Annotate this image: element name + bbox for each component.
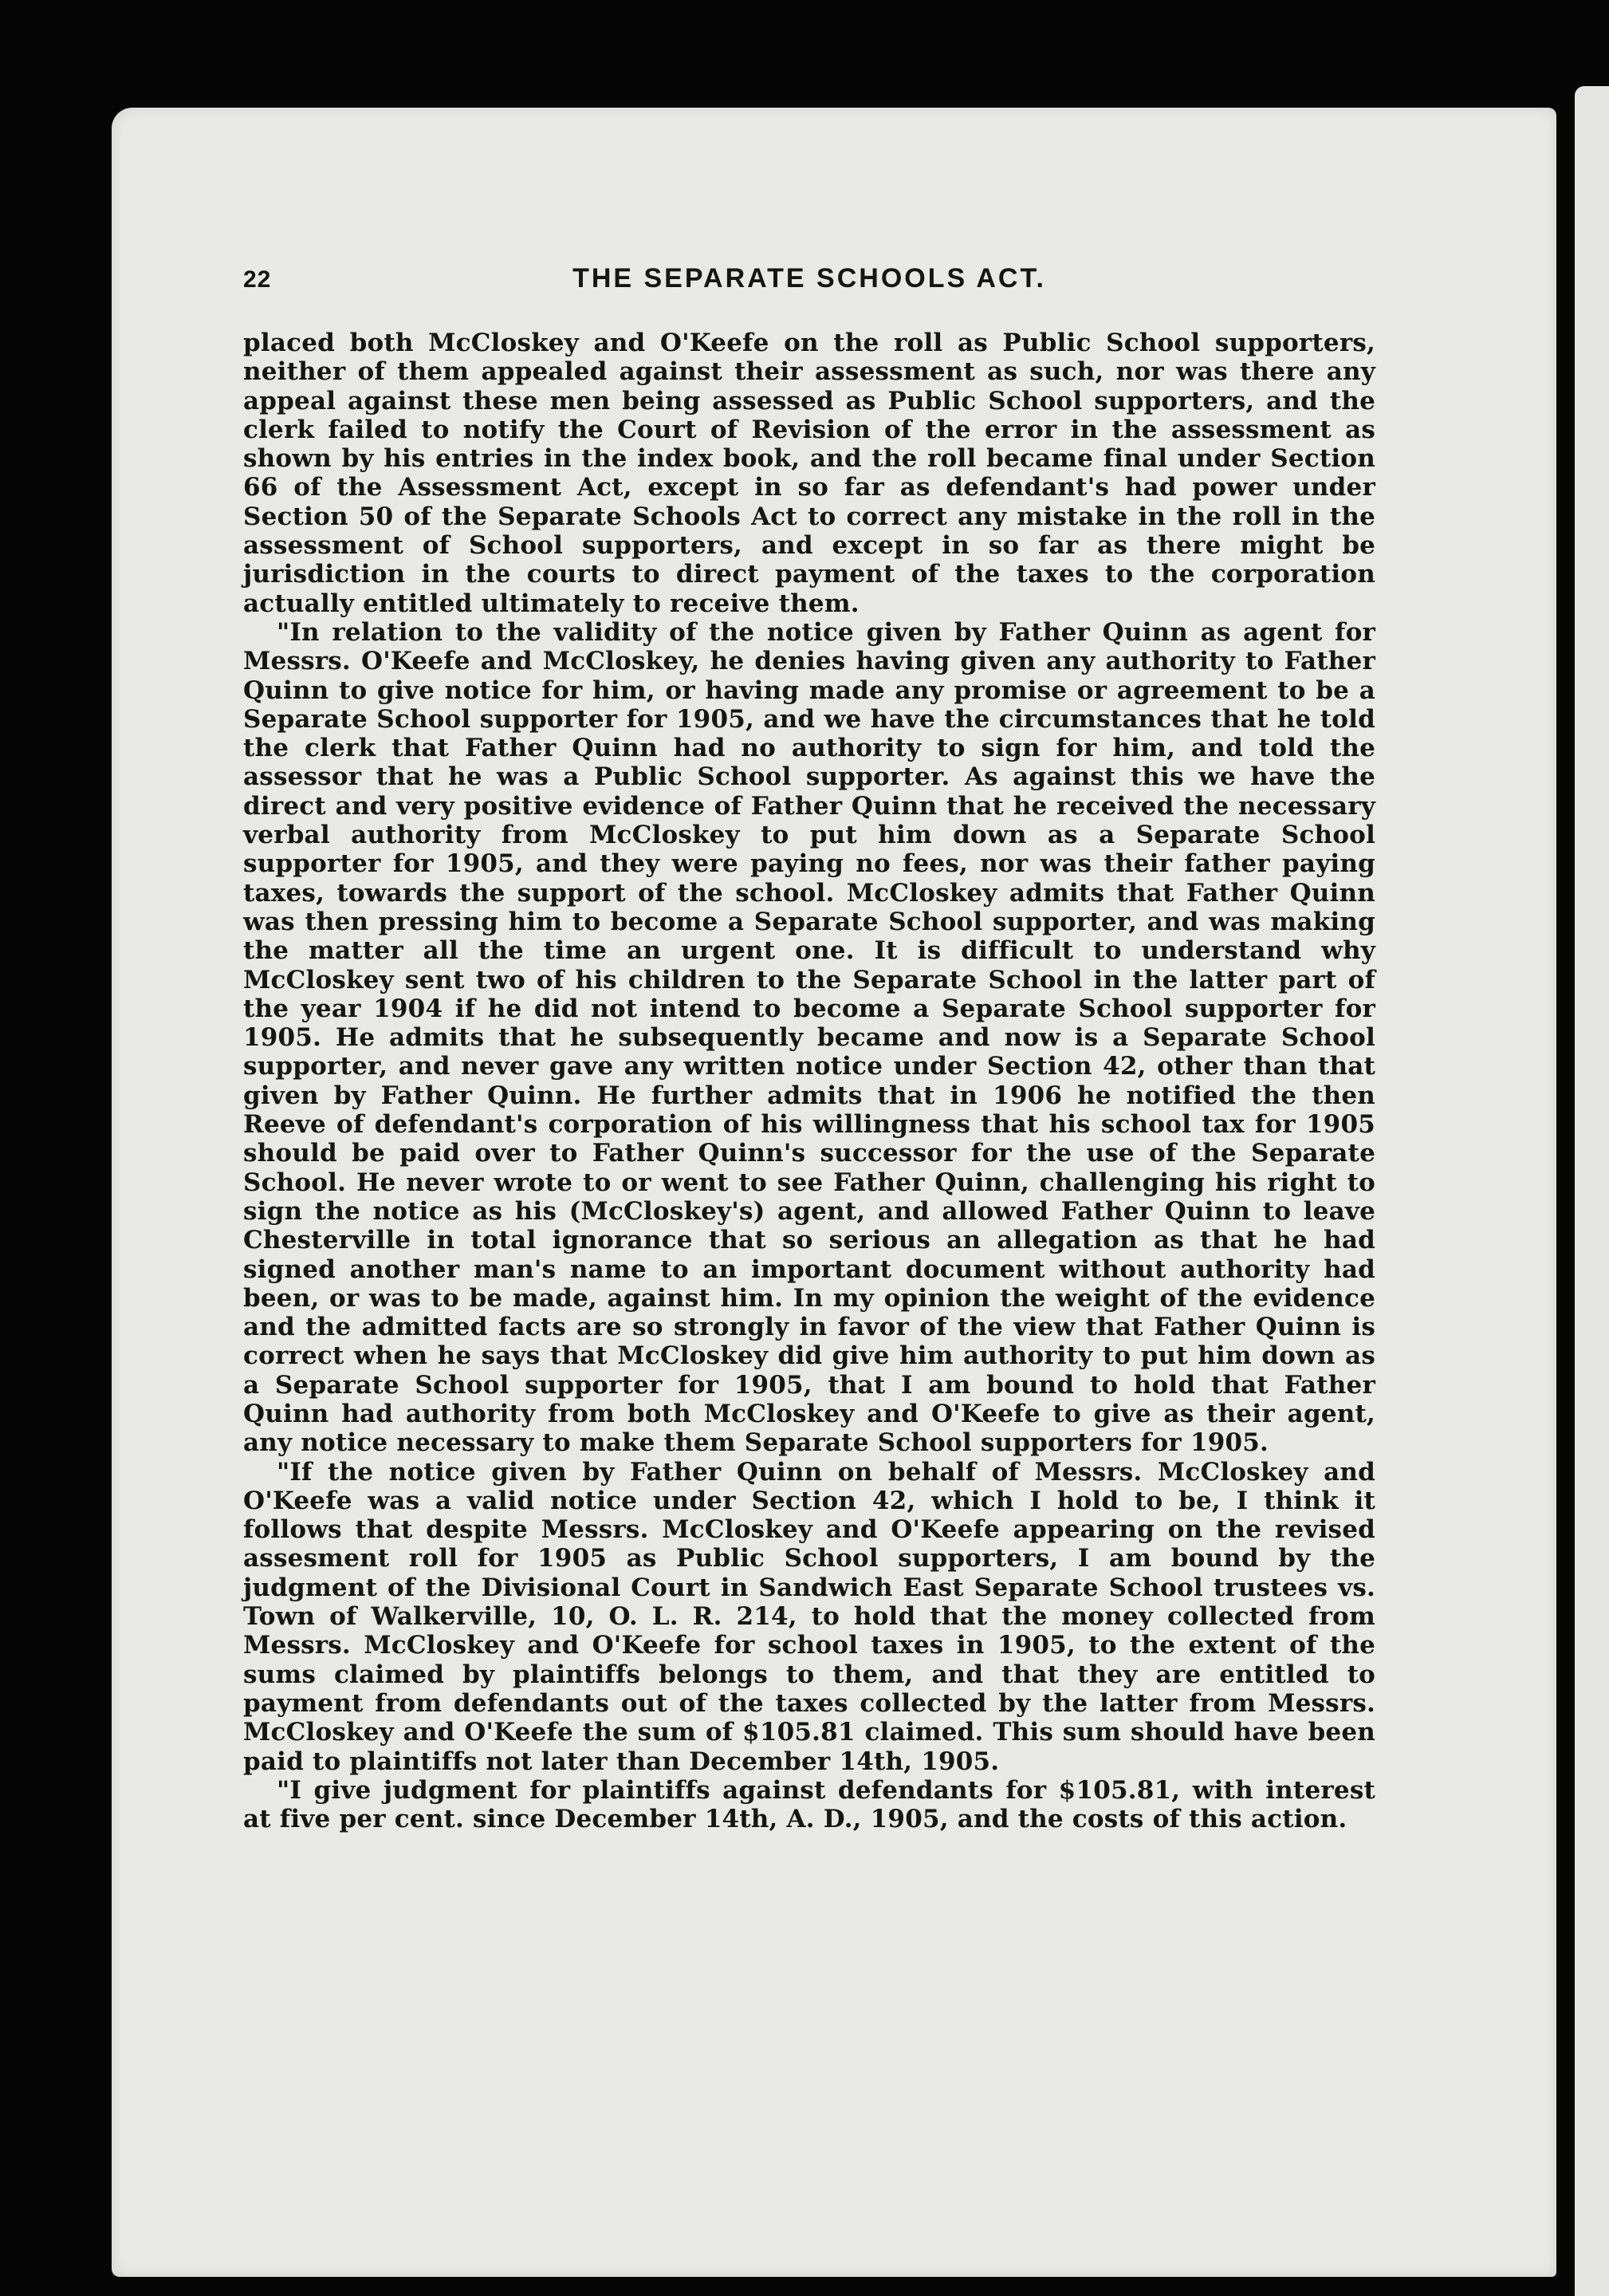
paragraph-judgment: "I give judgment for plaintiffs against defendants for $105.81, with interest at five per cent. since December 14th, A. D., 1905, and the costs of this action. — [243, 1775, 1375, 1834]
page-content — [243, 263, 1375, 1833]
adjacent-page-edge — [1575, 86, 1609, 2296]
running-head: THE SEPARATE SCHOOLS ACT. — [572, 263, 1046, 293]
paragraph-notice-consequence: "If the notice given by Father Quinn on behalf of Messrs. McCloskey and O'Keefe was a valid notice under Section 42, which I hold to be, I think it follows that despite Messrs. McCloskey and O'Keefe appearing on the revised assesment roll for 1905 as Public School supporters, I am bound by the judgment of the Divisional Court in Sandwich East Separate School trustees vs. Town of Walkerville, 10, O. L. R. 214, to hold that the money collected from Messrs. McCloskey and O'Keefe for school taxes in 1905, to the extent of the sums claimed by plaintiffs belongs to them, and that they are entitled to payment from defendants out of the taxes collected by the latter from Messrs. McCloskey and O'Keefe the sum of $105.81 claimed. This sum should have been paid to plaintiffs not later than December 14th, 1905. — [243, 1457, 1375, 1776]
body-text — [243, 329, 1375, 1833]
paragraph-continued: placed both McCloskey and O'Keefe on the roll as Public School supporters, neither of them appealed against their assessment as such, nor was there any appeal against these men being assessed as Public School supporters, and the clerk failed to notify the Court of Revision of the error in the assessment as shown by his entries in the index book, and the roll became final under Section 66 of the Assessment Act, except in so far as defendant's had power under Section 50 of the Separate Schools Act to correct any mistake in the roll in the assessment of School supporters, and except in so far as there might be jurisdiction in the courts to direct payment of the taxes to the corporation actually entitled ultimately to receive them. — [243, 329, 1375, 618]
paragraph-notice-validity: "In relation to the validity of the notice given by Father Quinn as agent for Messrs. O'Keefe and McCloskey, he denies having given any authority to Father Quinn to give notice for him, or having made any promise or agreement to be a Separate School supporter for 1905, and we have the circumstances that he told the clerk that Father Quinn had no authority to sign for him, and told the assessor that he was a Public School supporter. As against this we have the direct and very positive evidence of Father Quinn that he received the necessary verbal authority from McCloskey to put him down as a Separate School supporter for 1905, and they were paying no fees, nor was their father paying taxes, towards the support of the school. McCloskey admits that Father Quinn was then pressing him to become a Separate School supporter, and was making the matter all the time an urgent one. It is difficult to understand why McCloskey sent two of his children to the Separate School in the latter part of the year 1904 if he did not intend to become a Separate School supporter for 1905. He admits that he subsequently became and now is a Separate School supporter, and never gave any written notice under Section 42, other than that given by Father Quinn. He further admits that in 1906 he notified the then Reeve of defendant's corporation of his willingness that his school tax for 1905 should be paid over to Father Quinn's successor for the use of the Separate School. He never wrote to or went to see Father Quinn, challenging his right to sign the notice as his (McCloskey's) agent, and allowed Father Quinn to leave Chesterville in total ignorance that so serious an allegation as that he had signed another man's name to an important document without authority had been, or was to be made, against him. In my opinion the weight of the evidence and the admitted facts are so strongly in favor of the view that Father Quinn is correct when he says that McCloskey did give him authority to put him down as a Separate School supporter for 1905, that I am bound to hold that Father Quinn had authority from both McCloskey and O'Keefe to give as their agent, any notice necessary to make them Separate School supporters for 1905. — [243, 617, 1375, 1458]
page-header: 22 THE SEPARATE SCHOOLS ACT. — [243, 263, 1375, 311]
